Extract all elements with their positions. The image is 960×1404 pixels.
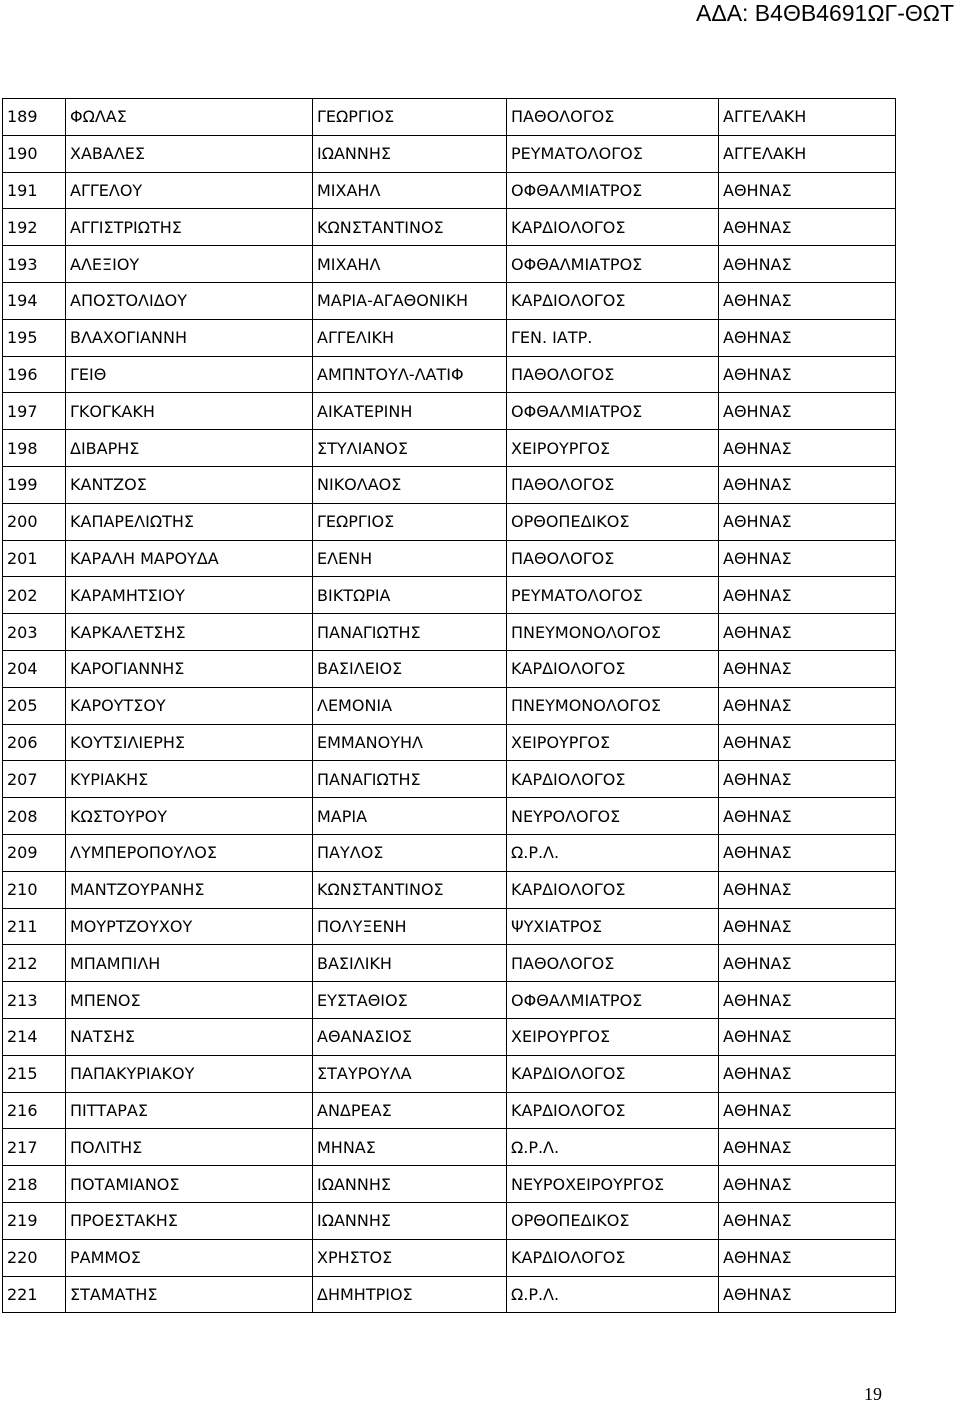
table-body <box>3 99 896 1313</box>
row-number-cell: 192 <box>3 209 66 246</box>
first-name-cell: ΠΟΛΥΞΕΝΗ <box>313 908 507 945</box>
table-row <box>3 871 896 908</box>
first-name-cell: ΒΑΣΙΛΕΙΟΣ <box>313 650 507 687</box>
surname-cell: ΛΥΜΠΕΡΟΠΟΥΛΟΣ <box>66 834 313 871</box>
surname-cell: ΠΟΛΙΤΗΣ <box>66 1129 313 1166</box>
row-number-cell: 202 <box>3 577 66 614</box>
row-number-cell: 207 <box>3 761 66 798</box>
first-name-cell: ΕΛΕΝΗ <box>313 540 507 577</box>
table-row <box>3 1202 896 1239</box>
surname-cell: ΡΑΜΜΟΣ <box>66 1239 313 1276</box>
city-cell: ΑΘΗΝΑΣ <box>719 466 896 503</box>
table-row <box>3 945 896 982</box>
surname-cell: ΠΑΠΑΚΥΡΙΑΚΟΥ <box>66 1055 313 1092</box>
specialty-cell: ΠΝΕΥΜΟΝΟΛΟΓΟΣ <box>507 614 719 651</box>
city-cell: ΑΘΗΝΑΣ <box>719 761 896 798</box>
table-row <box>3 540 896 577</box>
row-number-cell: 194 <box>3 282 66 319</box>
specialty-cell: ΓΕΝ. ΙΑΤΡ. <box>507 319 719 356</box>
table-row <box>3 1055 896 1092</box>
table-row <box>3 687 896 724</box>
city-cell: ΑΘΗΝΑΣ <box>719 982 896 1019</box>
table-row <box>3 908 896 945</box>
row-number-cell: 219 <box>3 1202 66 1239</box>
surname-cell: ΜΑΝΤΖΟΥΡΑΝΗΣ <box>66 871 313 908</box>
row-number-cell: 201 <box>3 540 66 577</box>
city-cell: ΑΘΗΝΑΣ <box>719 356 896 393</box>
surname-cell: ΚΑΡΑΜΗΤΣΙΟΥ <box>66 577 313 614</box>
row-number-cell: 205 <box>3 687 66 724</box>
specialty-cell: ΚΑΡΔΙΟΛΟΓΟΣ <box>507 1092 719 1129</box>
city-cell: ΑΘΗΝΑΣ <box>719 209 896 246</box>
table-row <box>3 798 896 835</box>
ada-header: ΑΔΑ: Β4ΘΒ4691ΩΓ-ΘΩΤ <box>695 0 954 26</box>
specialty-cell: ΝΕΥΡΟΧΕΙΡΟΥΡΓΟΣ <box>507 1166 719 1203</box>
table-row <box>3 356 896 393</box>
row-number-cell: 191 <box>3 172 66 209</box>
table-row <box>3 982 896 1019</box>
surname-cell: ΚΑΠΑΡΕΛΙΩΤΗΣ <box>66 503 313 540</box>
first-name-cell: ΑΜΠΝΤΟΥΛ-ΛΑΤΙΦ <box>313 356 507 393</box>
row-number-cell: 208 <box>3 798 66 835</box>
specialty-cell: ΧΕΙΡΟΥΡΓΟΣ <box>507 1018 719 1055</box>
specialty-cell: ΚΑΡΔΙΟΛΟΓΟΣ <box>507 1055 719 1092</box>
first-name-cell: ΠΑΝΑΓΙΩΤΗΣ <box>313 614 507 651</box>
row-number-cell: 216 <box>3 1092 66 1129</box>
city-cell: ΑΘΗΝΑΣ <box>719 650 896 687</box>
table-row <box>3 282 896 319</box>
row-number-cell: 211 <box>3 908 66 945</box>
table-row <box>3 99 896 136</box>
row-number-cell: 221 <box>3 1276 66 1313</box>
physicians-table <box>2 98 896 1313</box>
table-row <box>3 1129 896 1166</box>
surname-cell: ΠΟΤΑΜΙΑΝΟΣ <box>66 1166 313 1203</box>
table-row <box>3 1276 896 1313</box>
row-number-cell: 209 <box>3 834 66 871</box>
specialty-cell: ΟΡΘΟΠΕΔΙΚΟΣ <box>507 1202 719 1239</box>
specialty-cell: ΧΕΙΡΟΥΡΓΟΣ <box>507 430 719 467</box>
first-name-cell: ΝΙΚΟΛΑΟΣ <box>313 466 507 503</box>
city-cell: ΑΘΗΝΑΣ <box>719 503 896 540</box>
surname-cell: ΚΑΝΤΖΟΣ <box>66 466 313 503</box>
row-number-cell: 203 <box>3 614 66 651</box>
surname-cell: ΚΑΡΟΥΤΣΟΥ <box>66 687 313 724</box>
first-name-cell: ΛΕΜΟΝΙΑ <box>313 687 507 724</box>
table-row <box>3 1166 896 1203</box>
specialty-cell: Ω.Ρ.Λ. <box>507 834 719 871</box>
first-name-cell: ΧΡΗΣΤΟΣ <box>313 1239 507 1276</box>
specialty-cell: ΡΕΥΜΑΤΟΛΟΓΟΣ <box>507 577 719 614</box>
row-number-cell: 197 <box>3 393 66 430</box>
surname-cell: ΒΛΑΧΟΓΙΑΝΝΗ <box>66 319 313 356</box>
city-cell: ΑΘΗΝΑΣ <box>719 834 896 871</box>
specialty-cell: ΠΑΘΟΛΟΓΟΣ <box>507 945 719 982</box>
city-cell: ΑΘΗΝΑΣ <box>719 614 896 651</box>
table-row <box>3 724 896 761</box>
table-row <box>3 650 896 687</box>
city-cell: ΑΘΗΝΑΣ <box>719 246 896 283</box>
surname-cell: ΝΑΤΣΗΣ <box>66 1018 313 1055</box>
first-name-cell: ΓΕΩΡΓΙΟΣ <box>313 503 507 540</box>
row-number-cell: 217 <box>3 1129 66 1166</box>
first-name-cell: ΣΤΑΥΡΟΥΛΑ <box>313 1055 507 1092</box>
row-number-cell: 212 <box>3 945 66 982</box>
city-cell: ΑΘΗΝΑΣ <box>719 908 896 945</box>
specialty-cell: ΠΝΕΥΜΟΝΟΛΟΓΟΣ <box>507 687 719 724</box>
city-cell: ΑΘΗΝΑΣ <box>719 282 896 319</box>
surname-cell: ΣΤΑΜΑΤΗΣ <box>66 1276 313 1313</box>
city-cell: ΑΘΗΝΑΣ <box>719 430 896 467</box>
specialty-cell: ΨΥΧΙΑΤΡΟΣ <box>507 908 719 945</box>
table-row <box>3 1018 896 1055</box>
specialty-cell: ΡΕΥΜΑΤΟΛΟΓΟΣ <box>507 135 719 172</box>
row-number-cell: 220 <box>3 1239 66 1276</box>
table-row <box>3 466 896 503</box>
table-row <box>3 1239 896 1276</box>
row-number-cell: 200 <box>3 503 66 540</box>
surname-cell: ΚΩΣΤΟΥΡΟΥ <box>66 798 313 835</box>
first-name-cell: ΒΙΚΤΩΡΙΑ <box>313 577 507 614</box>
specialty-cell: ΠΑΘΟΛΟΓΟΣ <box>507 356 719 393</box>
surname-cell: ΜΠΑΜΠΙΛΗ <box>66 945 313 982</box>
specialty-cell: ΟΦΘΑΛΜΙΑΤΡΟΣ <box>507 982 719 1019</box>
surname-cell: ΓΚΟΓΚΑΚΗ <box>66 393 313 430</box>
specialty-cell: ΝΕΥΡΟΛΟΓΟΣ <box>507 798 719 835</box>
row-number-cell: 206 <box>3 724 66 761</box>
first-name-cell: ΠΑΝΑΓΙΩΤΗΣ <box>313 761 507 798</box>
specialty-cell: ΟΦΘΑΛΜΙΑΤΡΟΣ <box>507 393 719 430</box>
specialty-cell: ΚΑΡΔΙΟΛΟΓΟΣ <box>507 650 719 687</box>
table-row <box>3 614 896 651</box>
row-number-cell: 213 <box>3 982 66 1019</box>
row-number-cell: 214 <box>3 1018 66 1055</box>
surname-cell: ΜΠΕΝΟΣ <box>66 982 313 1019</box>
first-name-cell: ΑΘΑΝΑΣΙΟΣ <box>313 1018 507 1055</box>
specialty-cell: ΟΦΘΑΛΜΙΑΤΡΟΣ <box>507 172 719 209</box>
first-name-cell: ΙΩΑΝΝΗΣ <box>313 1202 507 1239</box>
city-cell: ΑΘΗΝΑΣ <box>719 1276 896 1313</box>
table-row <box>3 834 896 871</box>
row-number-cell: 193 <box>3 246 66 283</box>
city-cell: ΑΘΗΝΑΣ <box>719 687 896 724</box>
row-number-cell: 210 <box>3 871 66 908</box>
city-cell: ΑΘΗΝΑΣ <box>719 724 896 761</box>
surname-cell: ΧΑΒΑΛΕΣ <box>66 135 313 172</box>
specialty-cell: ΠΑΘΟΛΟΓΟΣ <box>507 99 719 136</box>
surname-cell: ΓΕΙΘ <box>66 356 313 393</box>
specialty-cell: Ω.Ρ.Λ. <box>507 1129 719 1166</box>
page-number: 19 <box>864 1384 882 1404</box>
city-cell: ΑΓΓΕΛΑΚΗ <box>719 99 896 136</box>
first-name-cell: ΕΥΣΤΑΘΙΟΣ <box>313 982 507 1019</box>
first-name-cell: ΜΙΧΑΗΛ <box>313 246 507 283</box>
table-row <box>3 761 896 798</box>
city-cell: ΑΘΗΝΑΣ <box>719 1239 896 1276</box>
city-cell: ΑΘΗΝΑΣ <box>719 172 896 209</box>
surname-cell: ΔΙΒΑΡΗΣ <box>66 430 313 467</box>
table-row <box>3 319 896 356</box>
surname-cell: ΑΓΓΙΣΤΡΙΩΤΗΣ <box>66 209 313 246</box>
table-row <box>3 430 896 467</box>
city-cell: ΑΘΗΝΑΣ <box>719 540 896 577</box>
first-name-cell: ΜΑΡΙΑ <box>313 798 507 835</box>
table-row <box>3 246 896 283</box>
first-name-cell: ΠΑΥΛΟΣ <box>313 834 507 871</box>
specialty-cell: ΚΑΡΔΙΟΛΟΓΟΣ <box>507 1239 719 1276</box>
row-number-cell: 218 <box>3 1166 66 1203</box>
surname-cell: ΚΥΡΙΑΚΗΣ <box>66 761 313 798</box>
first-name-cell: ΙΩΑΝΝΗΣ <box>313 135 507 172</box>
first-name-cell: ΑΙΚΑΤΕΡΙΝΗ <box>313 393 507 430</box>
surname-cell: ΚΑΡΟΓΙΑΝΝΗΣ <box>66 650 313 687</box>
surname-cell: ΜΟΥΡΤΖΟΥΧΟΥ <box>66 908 313 945</box>
specialty-cell: ΚΑΡΔΙΟΛΟΓΟΣ <box>507 209 719 246</box>
city-cell: ΑΘΗΝΑΣ <box>719 1055 896 1092</box>
city-cell: ΑΘΗΝΑΣ <box>719 871 896 908</box>
first-name-cell: ΣΤΥΛΙΑΝΟΣ <box>313 430 507 467</box>
specialty-cell: ΚΑΡΔΙΟΛΟΓΟΣ <box>507 871 719 908</box>
city-cell: ΑΘΗΝΑΣ <box>719 798 896 835</box>
table-row <box>3 503 896 540</box>
table-row <box>3 209 896 246</box>
city-cell: ΑΓΓΕΛΑΚΗ <box>719 135 896 172</box>
city-cell: ΑΘΗΝΑΣ <box>719 1018 896 1055</box>
city-cell: ΑΘΗΝΑΣ <box>719 1129 896 1166</box>
specialty-cell: ΟΦΘΑΛΜΙΑΤΡΟΣ <box>507 246 719 283</box>
specialty-cell: ΠΑΘΟΛΟΓΟΣ <box>507 466 719 503</box>
specialty-cell: ΚΑΡΔΙΟΛΟΓΟΣ <box>507 761 719 798</box>
city-cell: ΑΘΗΝΑΣ <box>719 945 896 982</box>
specialty-cell: Ω.Ρ.Λ. <box>507 1276 719 1313</box>
city-cell: ΑΘΗΝΑΣ <box>719 1092 896 1129</box>
first-name-cell: ΚΩΝΣΤΑΝΤΙΝΟΣ <box>313 209 507 246</box>
first-name-cell: ΕΜΜΑΝΟΥΗΛ <box>313 724 507 761</box>
row-number-cell: 199 <box>3 466 66 503</box>
city-cell: ΑΘΗΝΑΣ <box>719 393 896 430</box>
specialty-cell: ΧΕΙΡΟΥΡΓΟΣ <box>507 724 719 761</box>
row-number-cell: 198 <box>3 430 66 467</box>
city-cell: ΑΘΗΝΑΣ <box>719 1166 896 1203</box>
surname-cell: ΠΙΤΤΑΡΑΣ <box>66 1092 313 1129</box>
surname-cell: ΦΩΛΑΣ <box>66 99 313 136</box>
city-cell: ΑΘΗΝΑΣ <box>719 577 896 614</box>
city-cell: ΑΘΗΝΑΣ <box>719 1202 896 1239</box>
city-cell: ΑΘΗΝΑΣ <box>719 319 896 356</box>
row-number-cell: 196 <box>3 356 66 393</box>
table-row <box>3 577 896 614</box>
table-row <box>3 393 896 430</box>
surname-cell: ΑΠΟΣΤΟΛΙΔΟΥ <box>66 282 313 319</box>
table-row <box>3 1092 896 1129</box>
specialty-cell: ΚΑΡΔΙΟΛΟΓΟΣ <box>507 282 719 319</box>
table-row <box>3 135 896 172</box>
row-number-cell: 195 <box>3 319 66 356</box>
surname-cell: ΑΓΓΕΛΟΥ <box>66 172 313 209</box>
table-row <box>3 172 896 209</box>
row-number-cell: 204 <box>3 650 66 687</box>
specialty-cell: ΟΡΘΟΠΕΔΙΚΟΣ <box>507 503 719 540</box>
surname-cell: ΠΡΟΕΣΤΑΚΗΣ <box>66 1202 313 1239</box>
surname-cell: ΚΑΡΚΑΛΕΤΣΗΣ <box>66 614 313 651</box>
first-name-cell: ΙΩΑΝΝΗΣ <box>313 1166 507 1203</box>
first-name-cell: ΜΗΝΑΣ <box>313 1129 507 1166</box>
first-name-cell: ΒΑΣΙΛΙΚΗ <box>313 945 507 982</box>
first-name-cell: ΔΗΜΗΤΡΙΟΣ <box>313 1276 507 1313</box>
first-name-cell: ΚΩΝΣΤΑΝΤΙΝΟΣ <box>313 871 507 908</box>
row-number-cell: 189 <box>3 99 66 136</box>
first-name-cell: ΑΓΓΕΛΙΚΗ <box>313 319 507 356</box>
specialty-cell: ΠΑΘΟΛΟΓΟΣ <box>507 540 719 577</box>
first-name-cell: ΜΙΧΑΗΛ <box>313 172 507 209</box>
surname-cell: ΚΑΡΑΛΗ ΜΑΡΟΥΔΑ <box>66 540 313 577</box>
surname-cell: ΑΛΕΞΙΟΥ <box>66 246 313 283</box>
row-number-cell: 190 <box>3 135 66 172</box>
first-name-cell: ΜΑΡΙΑ-ΑΓΑΘΟΝΙΚΗ <box>313 282 507 319</box>
first-name-cell: ΑΝΔΡΕΑΣ <box>313 1092 507 1129</box>
row-number-cell: 215 <box>3 1055 66 1092</box>
surname-cell: ΚΟΥΤΣΙΛΙΕΡΗΣ <box>66 724 313 761</box>
first-name-cell: ΓΕΩΡΓΙΟΣ <box>313 99 507 136</box>
